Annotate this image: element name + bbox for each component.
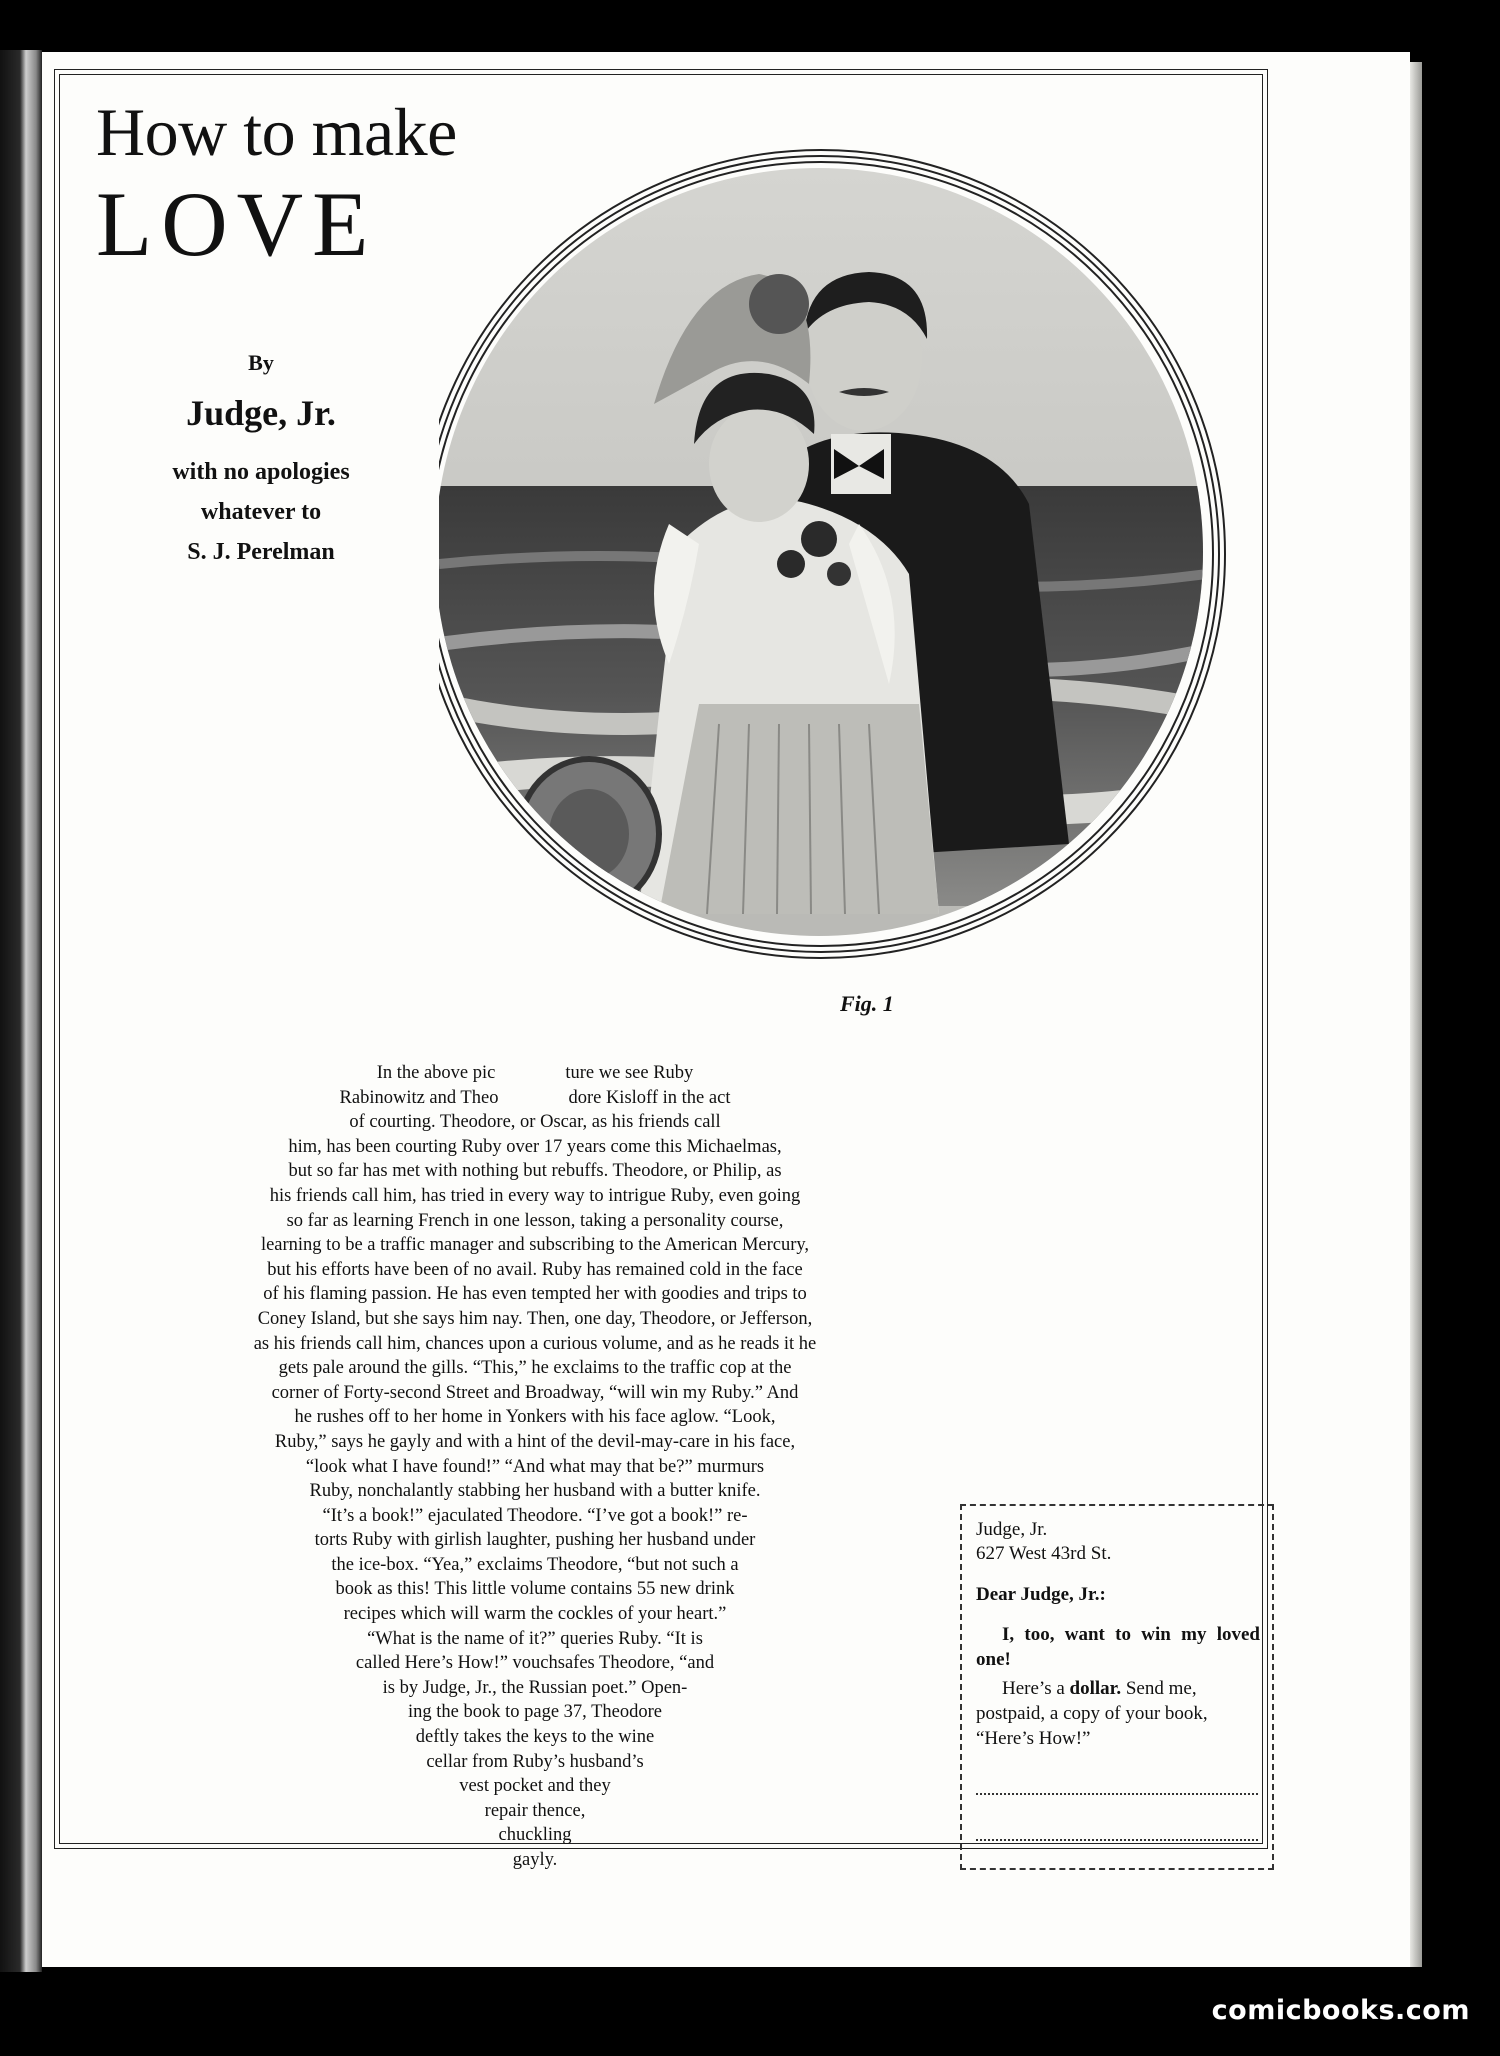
body-line: but his efforts have been of no avail. Ruby has remained cold in the face xyxy=(267,1259,803,1280)
address-fill-line[interactable] xyxy=(976,1817,1258,1841)
byline xyxy=(120,350,402,572)
para2-bold: dollar. xyxy=(1069,1678,1122,1699)
figure-caption: Fig. 1 xyxy=(840,991,894,1016)
coupon-salutation: Dear Judge, Jr.: xyxy=(976,1584,1106,1605)
body-line: him, has been courting Ruby over 17 years come this Michaelmas, xyxy=(288,1136,782,1157)
body-line: book as this! This little volume contains 55 new drink xyxy=(335,1579,735,1600)
body-line: Ruby,” says he gayly and with a hint of the devil-may-care in his face, xyxy=(274,1431,796,1452)
body-line: gets pale around the gills. “This,” he exclaims to the traffic cop at the xyxy=(278,1358,792,1379)
body-line-part: dore Kisloff in the act xyxy=(568,1087,731,1108)
coupon-paragraph-2 xyxy=(976,1676,1260,1751)
para2-lead: Here’s a xyxy=(1002,1678,1065,1699)
body-line: as his friends call him, chances upon a curious volume, and as he reads it he xyxy=(253,1333,817,1354)
body-line: vest pocket and they xyxy=(459,1776,611,1797)
body-line: learning to be a traffic manager and subscribing to the American Mercury, xyxy=(260,1235,810,1256)
body-line: corner of Forty-second Street and Broadway, “will win my Ruby.” And xyxy=(271,1382,799,1403)
body-line: chuckling xyxy=(498,1825,572,1846)
site-watermark: comicbooks.com xyxy=(1211,1995,1470,2026)
body-line-part: Rabinowitz and Theo xyxy=(339,1087,499,1108)
author-name: Judge, Jr. xyxy=(186,393,336,433)
body-line: is by Judge, Jr., the Russian poet.” Open- xyxy=(382,1677,688,1698)
body-line: the ice-box. “Yea,” exclaims Theodore, “but not such a xyxy=(331,1554,739,1575)
body-line: so far as learning French in one lesson, taking a personality course, xyxy=(286,1210,784,1231)
body-line: of courting. Theodore, or Oscar, as his friends call xyxy=(349,1112,721,1133)
body-line: Ruby, nonchalantly stabbing her husband with a butter knife. xyxy=(309,1481,761,1502)
note-line: whatever to xyxy=(200,499,322,525)
left-page-spine xyxy=(0,50,42,1972)
body-line: torts Ruby with girlish laughter, pushing her husband under xyxy=(314,1530,756,1551)
body-line: deftly takes the keys to the wine xyxy=(415,1727,655,1748)
body-line-part: ture we see Ruby xyxy=(565,1063,694,1083)
address-line: Judge, Jr. xyxy=(976,1519,1048,1540)
body-line: of his flaming passion. He has even tempted her with goodies and trips to xyxy=(263,1284,807,1305)
vintage-couple-photo xyxy=(439,144,1273,978)
body-line xyxy=(130,1086,940,1111)
article-body xyxy=(130,1061,940,1873)
note-line: with no apologies xyxy=(172,459,350,485)
body-line: cellar from Ruby’s husband’s xyxy=(426,1751,644,1772)
body-line: Coney Island, but she says him nay. Then, one day, Theodore, or Jefferson, xyxy=(257,1308,813,1329)
name-fill-line[interactable] xyxy=(976,1771,1258,1795)
body-line: “What is the name of it?” queries Ruby. “It is xyxy=(367,1628,703,1649)
body-line: his friends call him, has tried in every way to intrigue Ruby, even going xyxy=(269,1185,801,1206)
body-line: ing the book to page 37, Theodore xyxy=(408,1702,662,1723)
body-line: repair thence, xyxy=(484,1800,586,1821)
note-line: S. J. Perelman xyxy=(187,539,335,565)
coupon-paragraph-1: I, too, want to win my loved one! xyxy=(976,1624,1260,1670)
page-edge xyxy=(1410,62,1422,1967)
body-line: “look what I have found!” “And what may that be?” murmurs xyxy=(305,1456,765,1477)
body-line: gayly. xyxy=(512,1850,558,1870)
order-coupon[interactable] xyxy=(960,1504,1274,1870)
coupon-address xyxy=(976,1518,1260,1566)
title-line-1: How to make xyxy=(96,94,457,170)
byline-note xyxy=(120,452,402,572)
title-line-2: LOVE xyxy=(96,173,378,275)
body-line: but so far has met with nothing but rebuffs. Theodore, or Philip, as xyxy=(288,1161,782,1182)
figure-photo xyxy=(439,144,1273,978)
body-line-part: In the above pic xyxy=(376,1063,496,1083)
byline-by: By xyxy=(248,350,274,375)
body-line: he rushes off to her home in Yonkers with his face aglow. “Look, xyxy=(294,1407,776,1428)
article-title xyxy=(96,94,457,275)
address-line: 627 West 43rd St. xyxy=(976,1543,1112,1564)
body-line: recipes which will warm the cockles of your heart.” xyxy=(343,1604,727,1625)
body-line: called Here’s How!” vouchsafes Theodore, “and xyxy=(355,1653,715,1674)
body-line: “It’s a book!” ejaculated Theodore. “I’ve got a book!” re- xyxy=(322,1505,748,1526)
para2-rest: Send me, postpaid, a copy of your book, “Here’s How!” xyxy=(976,1678,1208,1749)
body-line xyxy=(130,1061,940,1086)
